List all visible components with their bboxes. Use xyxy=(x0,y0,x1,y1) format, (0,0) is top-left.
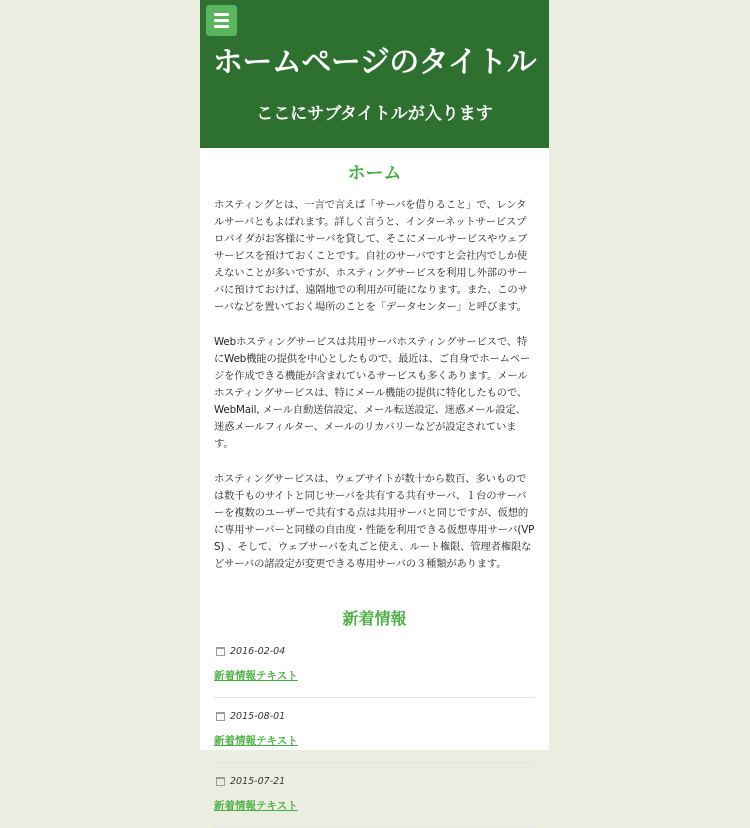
news-date xyxy=(214,643,535,659)
news-date xyxy=(214,708,535,724)
news-date xyxy=(214,773,535,789)
calendar-icon xyxy=(216,712,225,721)
news-item xyxy=(214,708,535,763)
menu-button[interactable] xyxy=(206,5,237,36)
body-paragraph: Webホスティングサービスは共用サーバホスティングサービスで、特にWeb機能の提供を中心としたもので、最近は、ご自身でホームページを作成できる機能が含まれているサービスも多くあります。メールホスティングサービスは、特にメール機能の提供に特化したもので、WebMail, メール自動送信設定、メール転送設定、迷惑メール設定、迷惑メールフィルター、メールのリカバリーなどが設定されています。 xyxy=(214,336,531,450)
news-date-text: 2015-07-21 xyxy=(230,775,286,787)
main-content xyxy=(200,161,549,828)
hamburger-icon-bar xyxy=(214,25,229,28)
calendar-icon xyxy=(216,777,225,786)
news-item xyxy=(214,643,535,698)
hamburger-icon xyxy=(214,13,229,16)
site-subtitle: ここにサブタイトルが入ります xyxy=(256,104,493,124)
news-link[interactable]: 新着情報テキスト xyxy=(214,800,298,812)
hamburger-icon-bar xyxy=(214,19,229,22)
news-link[interactable]: 新着情報テキスト xyxy=(214,670,298,682)
body-paragraph: ホスティングサービスは、ウェブサイトが数十から数百、多いものでは数千ものサイトと同じサーバを共有する共有サーバ、１台のサーバーを複数のユーザーで共有する点は共用サーバと同じですが、仮想的に専用サーバーと同様の自由度・性能を利用できる仮想専用サーバ(VPS) 、そして、ウェブサーバを丸ごと使え、ルート権限、管理者権限などサーバの諸設定が変更できる専用サーバの３種類があります。 xyxy=(214,473,535,570)
news-date-text: 2015-08-01 xyxy=(230,710,286,722)
calendar-icon xyxy=(216,647,225,656)
site-header xyxy=(200,0,549,148)
body-paragraph: ホスティングとは、一言で言えば「サーバを借りること」で、レンタルサーバともよばれます。詳しく言うと、インターネットサービスプロバイダがお客様にサーバを貸して、そこにメールサービスやウェブサービスを預けておくことです。自社のサーバですと会社内でしか使えないことが多いですが、ホスティングサービスを利用し外部のサーバに預けておけば、遠隔地での利用が可能になります。また、このサーバなどを置いておく場所のことを「データセンター」と呼びます。 xyxy=(214,199,528,313)
news-item xyxy=(214,773,535,828)
news-link[interactable]: 新着情報テキスト xyxy=(214,735,298,747)
page-container xyxy=(200,0,549,812)
site-title[interactable]: ホームページのタイトル xyxy=(212,45,537,80)
news-date-text: 2016-02-04 xyxy=(230,645,286,657)
section-heading-news: 新着情報 xyxy=(342,609,407,628)
section-heading-home: ホーム xyxy=(347,163,402,184)
